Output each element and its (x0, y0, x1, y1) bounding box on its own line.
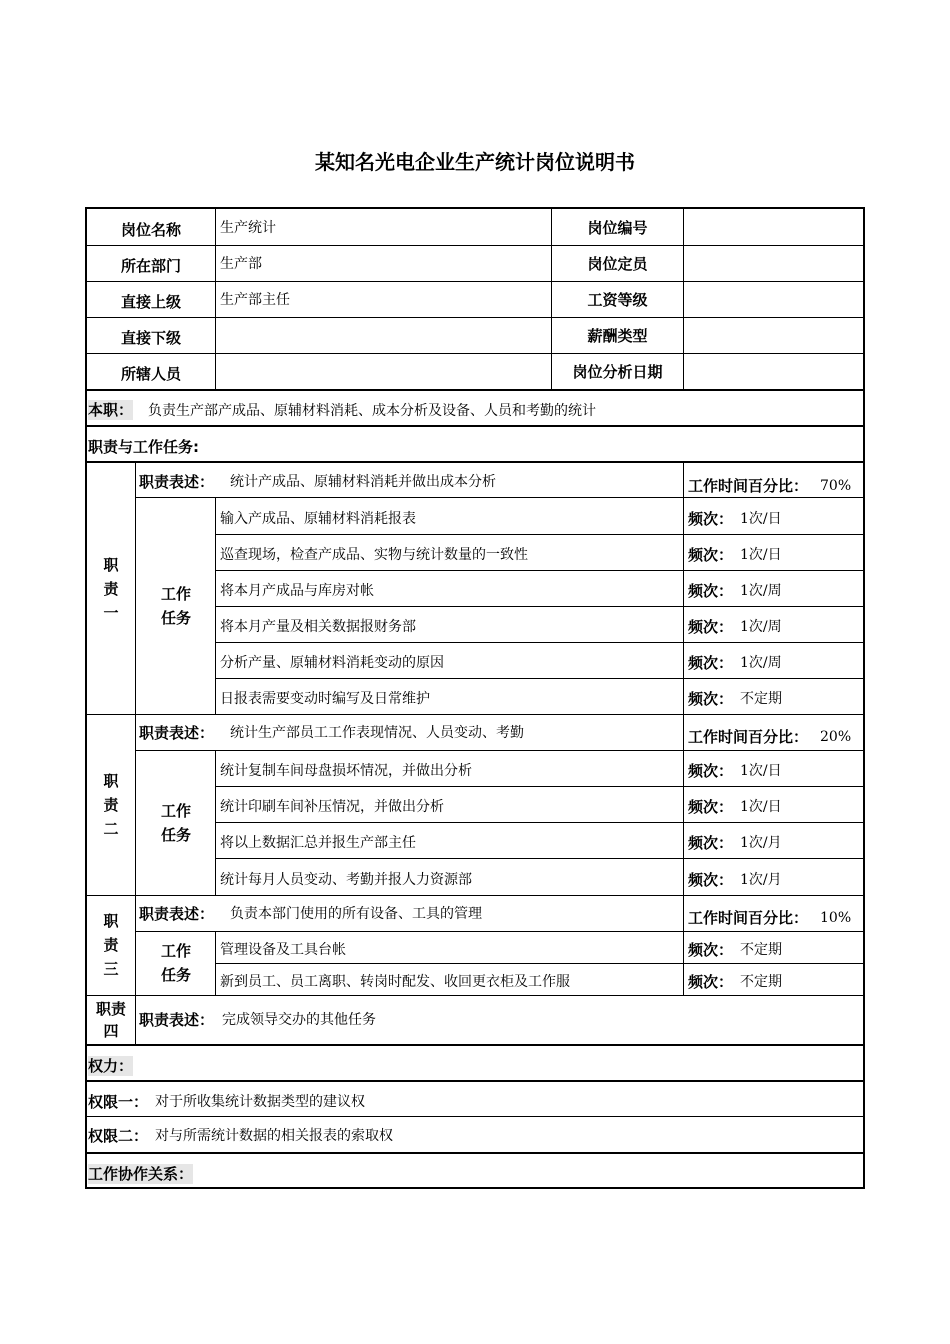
task-text: 将本月产量及相关数据报财务部 (220, 619, 416, 635)
task-row-rule (215, 678, 865, 679)
header-col-rule (215, 209, 216, 389)
freq-value: 1次/日 (740, 799, 782, 815)
field-label: 岗位编号 (587, 219, 648, 237)
header-row-rule (85, 353, 865, 354)
task-row-rule (215, 606, 865, 607)
duty-name-col-rule (135, 995, 136, 1044)
field-label: 岗位分析日期 (572, 363, 663, 381)
document-title: 某知名光电企业生产统计岗位说明书 (315, 150, 635, 174)
task-row-rule (215, 822, 865, 823)
duty-description: 统计生产部员工工作表现情况、人员变动、考勤 (230, 725, 524, 741)
duty-name: 职责 四 (95, 1000, 126, 1040)
task-row-rule (215, 963, 865, 964)
freq-label: 频次： (688, 546, 734, 564)
task-text: 日报表需要变动时编写及日常维护 (220, 691, 430, 707)
field-label: 所辖人员 (120, 365, 181, 383)
task-text: 巡查现场，检查产成品、实物与统计数量的一致性 (220, 547, 528, 563)
freq-value: 1次/日 (740, 763, 782, 779)
task-text: 统计印刷车间补压情况，并做出分析 (220, 799, 444, 815)
task-row-rule (215, 534, 865, 535)
desc-row-rule (135, 931, 865, 932)
table-right-border (863, 207, 865, 1189)
duty-description: 完成领导交办的其他任务 (222, 1012, 376, 1028)
freq-label: 频次： (688, 941, 734, 959)
field-value: 生产部 (220, 256, 262, 272)
core-duty-label: 本职： (88, 401, 134, 419)
duty-name: 职 责 三 (103, 912, 119, 978)
freq-col-rule (683, 463, 684, 714)
duty-name: 职 责 二 (103, 771, 119, 838)
field-label: 工资等级 (587, 291, 648, 309)
freq-value: 1次/日 (740, 510, 782, 527)
duty-name: 职 责 一 (103, 555, 119, 622)
header-col-rule (683, 209, 684, 389)
section-rule (85, 1044, 865, 1046)
freq-label: 频次： (688, 834, 734, 852)
task-row-rule (215, 642, 865, 643)
header-row-rule (85, 281, 865, 282)
duty-block-rule (85, 714, 865, 715)
task-row-rule (215, 858, 865, 859)
freq-label: 频次： (688, 509, 734, 528)
task-text: 将本月产成品与库房对帐 (220, 583, 374, 599)
duty-description: 负责本部门使用的所有设备、工具的管理 (230, 906, 482, 922)
task-text: 将以上数据汇总并报生产部主任 (220, 835, 416, 851)
desc-label: 职责表述： (139, 905, 215, 923)
percent-value: 70% (820, 478, 852, 494)
field-label: 直接下级 (120, 329, 181, 347)
freq-label: 频次： (688, 870, 734, 889)
table-top-border (85, 207, 865, 209)
duties-heading: 职责与工作任务: (88, 438, 199, 456)
task-text: 管理设备及工具台帐 (220, 942, 346, 958)
header-block-bottom-rule (85, 389, 865, 391)
section-rule (85, 1080, 865, 1082)
task-text: 新到员工、员工离职、转岗时配发、收回更衣柜及工作服 (220, 974, 570, 990)
header-row-rule (85, 245, 865, 246)
task-text: 统计每月人员变动、考勤并报人力资源部 (220, 871, 472, 888)
tasks-label: 工作 任务 (160, 584, 191, 627)
field-label: 直接上级 (120, 293, 181, 311)
field-value: 生产统计 (220, 220, 276, 236)
power-heading: 权力： (88, 1057, 134, 1075)
task-row-rule (215, 786, 865, 787)
power-text: 对于所收集统计数据类型的建议权 (155, 1094, 365, 1110)
freq-label: 频次： (688, 798, 734, 816)
table-bottom-border (85, 1187, 865, 1189)
duty-block-rule (85, 995, 865, 996)
percent-label: 工作时间百分比： (688, 728, 809, 746)
section-rule (85, 1152, 865, 1154)
freq-value: 不定期 (740, 974, 782, 990)
task-row-rule (215, 570, 865, 571)
task-text: 输入产成品、原辅材料消耗报表 (220, 510, 416, 527)
duty-name-col-rule (135, 895, 136, 995)
freq-value: 1次/日 (740, 547, 782, 563)
duty-block-rule (85, 895, 865, 896)
task-text: 分析产量、原辅材料消耗变动的原因 (220, 655, 444, 671)
field-label: 薪酬类型 (587, 327, 648, 345)
freq-value: 1次/周 (740, 619, 782, 635)
power-label: 权限二： (88, 1127, 149, 1145)
freq-col-rule (683, 714, 684, 895)
percent-label: 工作时间百分比： (688, 477, 809, 495)
duty-name-col-rule (135, 463, 136, 714)
freq-label: 频次： (688, 582, 734, 600)
freq-col-rule (683, 895, 684, 995)
field-value: 生产部主任 (220, 292, 290, 308)
cooperation-heading: 工作协作关系： (88, 1165, 194, 1183)
power-label: 权限一： (88, 1093, 149, 1111)
core-duty-text: 负责生产部产成品、原辅材料消耗、成本分析及设备、人员和考勤的统计 (148, 403, 596, 419)
freq-label: 频次： (688, 654, 734, 672)
desc-row-rule (135, 497, 865, 498)
desc-label: 职责表述： (139, 473, 215, 491)
section-rule (85, 461, 865, 463)
freq-value: 1次/月 (740, 871, 782, 888)
power-text: 对与所需统计数据的相关报表的索取权 (155, 1128, 393, 1144)
percent-value: 10% (820, 910, 852, 926)
field-label: 岗位定员 (587, 255, 648, 273)
freq-label: 频次： (688, 762, 734, 780)
freq-label: 频次： (688, 973, 734, 991)
freq-value: 不定期 (740, 691, 782, 707)
desc-row-rule (135, 750, 865, 751)
desc-label: 职责表述： (139, 724, 215, 742)
section-rule (85, 1116, 865, 1117)
section-rule (85, 425, 865, 427)
tasks-label: 工作 任务 (160, 942, 191, 984)
header-row-rule (85, 317, 865, 318)
percent-label: 工作时间百分比： (688, 909, 809, 927)
field-label: 所在部门 (120, 257, 181, 275)
duty-name-col-rule (135, 714, 136, 895)
freq-value: 1次/周 (740, 655, 782, 671)
freq-value: 不定期 (740, 942, 782, 958)
freq-value: 1次/月 (740, 835, 782, 851)
freq-label: 频次： (688, 618, 734, 636)
duty-description: 统计产成品、原辅材料消耗并做出成本分析 (230, 474, 496, 490)
task-text: 统计复制车间母盘损坏情况，并做出分析 (220, 763, 472, 779)
desc-label: 职责表述： (139, 1011, 215, 1029)
tasks-label: 工作 任务 (160, 801, 191, 844)
freq-label: 频次： (688, 690, 734, 708)
percent-value: 20% (820, 729, 852, 745)
freq-value: 1次/周 (740, 583, 782, 599)
field-label: 岗位名称 (120, 221, 181, 239)
